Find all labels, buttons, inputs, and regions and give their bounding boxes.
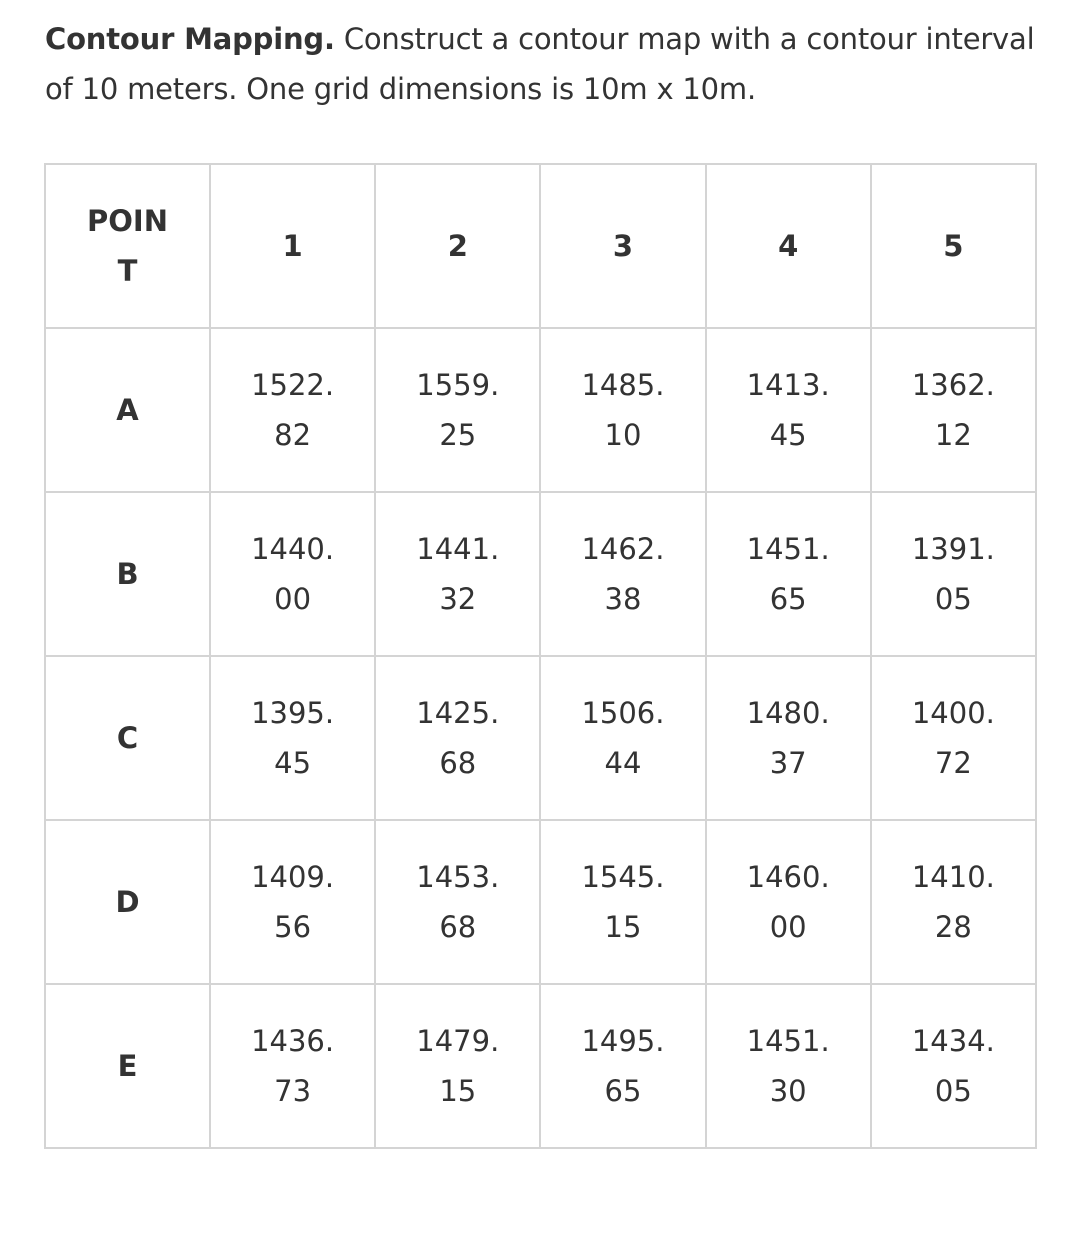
elevation-cell: 1400.72: [871, 656, 1036, 820]
elevation-cell: 1413.45: [706, 328, 871, 492]
elevation-cell: 1362.12: [871, 328, 1036, 492]
elevation-cell: 1425.68: [375, 656, 540, 820]
problem-statement: [45, 14, 1045, 114]
elevation-cell: 1451.65: [706, 492, 871, 656]
elevation-cell: 1485.10: [540, 328, 705, 492]
table-row: [45, 328, 1036, 492]
elevation-cell: 1480.37: [706, 656, 871, 820]
table-row: [45, 984, 1036, 1148]
elevation-cell: 1391.05: [871, 492, 1036, 656]
elevation-cell: 1436.73: [210, 984, 375, 1148]
column-header: 4: [706, 164, 871, 328]
corner-header: POINT: [45, 164, 210, 328]
elevation-cell: 1479.15: [375, 984, 540, 1148]
elevation-cell: 1462.38: [540, 492, 705, 656]
elevation-cell: 1460.00: [706, 820, 871, 984]
column-header: 1: [210, 164, 375, 328]
elevation-cell: 1409.56: [210, 820, 375, 984]
column-header: 5: [871, 164, 1036, 328]
row-label: B: [45, 492, 210, 656]
problem-title: Contour Mapping.: [45, 22, 335, 56]
elevation-cell: 1451.30: [706, 984, 871, 1148]
elevation-cell: 1545.15: [540, 820, 705, 984]
header-row: [45, 164, 1036, 328]
elevation-cell: 1453.68: [375, 820, 540, 984]
elevation-table: [44, 163, 1037, 1149]
elevation-cell: 1440.00: [210, 492, 375, 656]
elevation-cell: 1495.65: [540, 984, 705, 1148]
column-header: 3: [540, 164, 705, 328]
elevation-cell: 1559.25: [375, 328, 540, 492]
row-label: A: [45, 328, 210, 492]
row-label: D: [45, 820, 210, 984]
elevation-cell: 1410.28: [871, 820, 1036, 984]
elevation-cell: 1506.44: [540, 656, 705, 820]
table-row: [45, 656, 1036, 820]
row-label: C: [45, 656, 210, 820]
table-row: [45, 820, 1036, 984]
problem-text: Construct a contour map with a contour interval of 10 meters. One grid dimensions is 10m x 10m.: [45, 22, 1035, 106]
row-label: E: [45, 984, 210, 1148]
table-row: [45, 492, 1036, 656]
column-header: 2: [375, 164, 540, 328]
elevation-cell: 1441.32: [375, 492, 540, 656]
elevation-cell: 1522.82: [210, 328, 375, 492]
elevation-cell: 1395.45: [210, 656, 375, 820]
elevation-cell: 1434.05: [871, 984, 1036, 1148]
